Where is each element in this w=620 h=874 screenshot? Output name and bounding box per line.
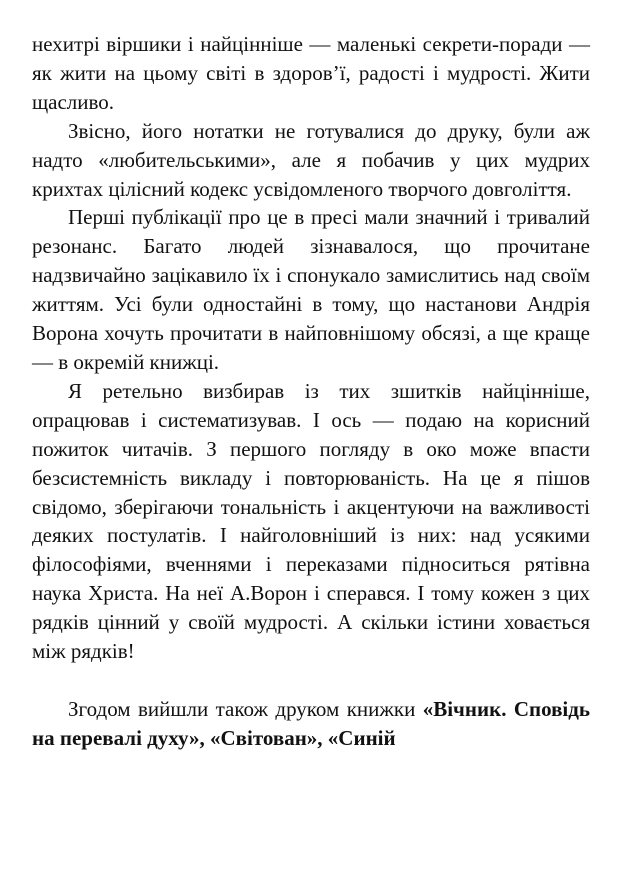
paragraph-2: Звісно, його нотатки не готувалися до друку, були аж надто «любительськими», але я побачив у цих мудрих крихтах цілісний кодекс усвідомленого творчого довголіття.: [32, 118, 590, 201]
paragraph-5-book-titles: «Вічник. Сповідь на перевалі духу», «Світован», «Синій: [32, 696, 590, 750]
paragraph-5-plain-text: Згодом вийшли також друком книжки: [68, 696, 423, 721]
paragraph-3: Перші публікації про це в пресі мали значний і тривалий резонанс. Багато людей зізнавалося, що прочитане надзвичайно зацікавило їх і спонукало замислитись над своїм життям. Усі були одностайні в тому, що настанови Андрія Ворона хочуть прочитати в найповнішому обсязі, а ще краще — в окремій книжці.: [32, 205, 590, 374]
page-body: [32, 30, 590, 753]
paragraph-5: [32, 695, 590, 753]
paragraph-1: нехитрі віршики і найцінніше — маленькі секрети-поради — як жити на цьому світі в здоров’ї, радості і мудрості. Жити щасливо.: [32, 32, 590, 114]
paragraph-4: Я ретельно визбирав із тих зшитків найцінніше, опрацював і систематизував. І ось — подаю на корисний пожиток читачів. З першого погляду в око може впасти безсистемність викладу і повторюваність. На це я пішов свідомо, зберігаючи тональність і акцентуючи на важливості деяких постулатів. І найголовніший із них: над усякими філософіями, вченнями і переказами підноситься рятівна наука Христа. На неї А.Ворон і сперався. І тому кожен з цих рядків цінний у своїй мудрості. А скільки істини ховається між рядків!: [32, 378, 590, 664]
